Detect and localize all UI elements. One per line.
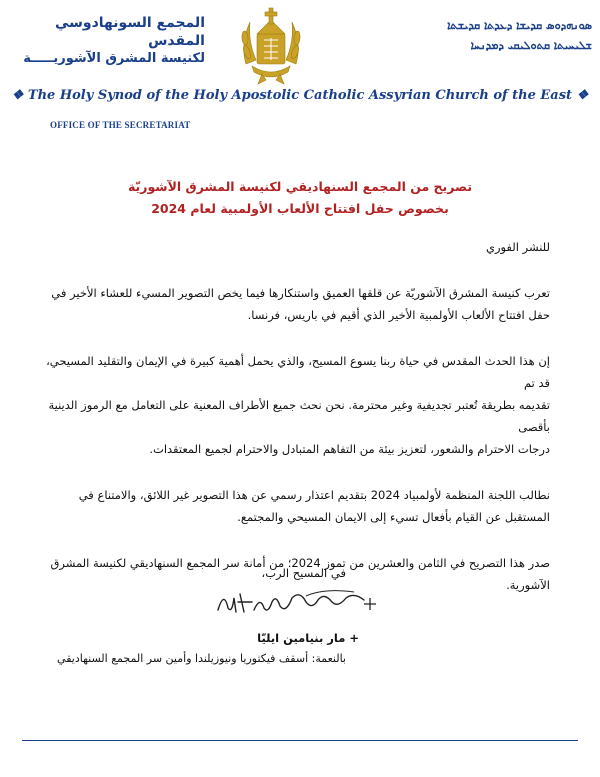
paragraph-2-line-3: درجات الاحترام والشعور، لتعزيز بيئة من التفاهم المتبادل والاحترام لجميع المعتقدات. [149,442,550,456]
signer-title: بالنعمة: أسقف فيكتوريا ونيوزيلندا وأمين سر المجمع السنهاديقي [57,652,346,665]
closing-greeting: في المسيح الرب، [261,566,346,580]
paragraph-3-line-2: المستقبل عن القيام بأفعال تسيء إلى الايمان المسيحي والمجتمع. [237,510,550,524]
arabic-church-name [15,14,205,67]
release-note: للنشر الفوري [485,240,550,254]
english-church-title: ❖ The Holy Synod of the Holy Apostolic Catholic Assyrian Church of the East ❖ [11,88,589,103]
letterhead [0,0,600,112]
footer-divider [22,740,578,741]
heading-line1: تصريح من المجمع السنهاديقي لكنيسة المشرق الآشوريّة [127,179,473,194]
paragraph-1-line-2: حفل افتتاح الألعاب الأولمبية الأخير الذي أقيم في باريس، فرنسا. [247,308,550,322]
statement-heading [60,176,540,220]
signature-icon [214,584,384,620]
statement-body [40,236,550,596]
syriac-church-name [342,16,592,56]
church-emblem-icon [232,4,310,88]
syriac-line2: ܫܠܝܚܝܬܐ ܩܬܘܠܝܩܝ ܕܡܕܢܚܐ [470,39,592,52]
office-label: OFFICE OF THE SECRETARIAT [50,120,191,130]
signer-name: + مار بنيامين ايليّا [257,631,359,645]
paragraph-3-line-1: نطالب اللجنة المنظمة لأولمبياد 2024 بتقديم اعتذار رسمي عن هذا التصوير غير اللائق، والامتناع في [78,488,550,502]
arabic-name-line1: المجمع السونهادوسي المقدس [54,15,205,49]
paragraph-2-line-1: إن هذا الحدث المقدس في حياة ربنا يسوع المسيح، والذي يحمل أهمية كبيرة في الإيمان والتقليد المسيحي، قد تم [46,354,550,390]
paragraph-4-line-1: صدر هذا التصريح في الثامن والعشرين من تموز 2024؛ من أمانة سر المجمع السنهاديقي لكنيسة المشرق الآشورية. [50,556,550,592]
heading-line2: بخصوص حفل افتتاح الألعاب الأولمبية لعام 2024 [151,201,449,216]
arabic-name-line2: لكنيسة المشرق الآشوريـــــة [23,51,205,66]
paragraph-2-line-2: تقديمه بطريقة تُعتبر تجديفية وغير محترمة. نحن نحث جميع الأطراف المعنية على التعامل مع الرموز الدينية بأقصى [48,398,550,434]
paragraph-1-line-1: تعرب كنيسة المشرق الآشوريّة عن قلقها العميق واستنكارها فيما يخص التصوير المسيء للعشاء الأخير في [51,286,550,300]
syriac-line1: ܣܘܢܗܕܘܣ ܩܕܝܫܐ ܕܥܕܬܐ ܩܕܝܫܬܐ [447,19,592,32]
